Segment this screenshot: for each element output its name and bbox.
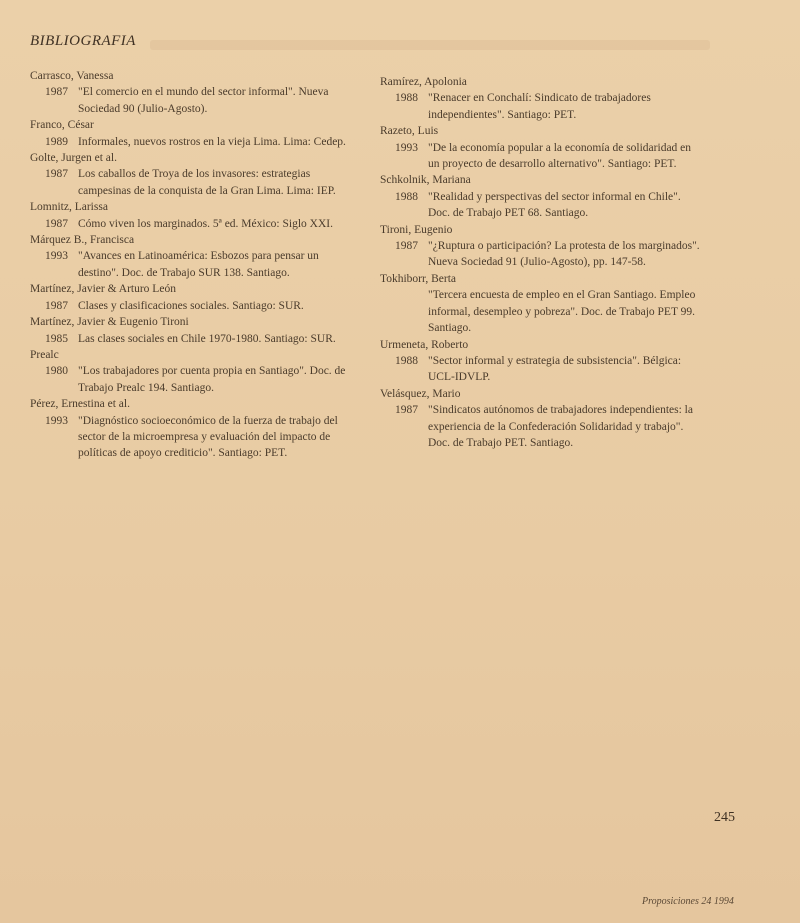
entry-reference bbox=[380, 189, 700, 222]
bibliography-entry bbox=[380, 172, 700, 221]
entry-text: "Realidad y perspectivas del sector informal en Chile". Doc. de Trabajo PET 68. Santiago. bbox=[428, 190, 681, 220]
entry-author: Tokhiborr, Berta bbox=[380, 272, 457, 285]
entry-author: Martínez, Javier & Eugenio Tironi bbox=[30, 316, 189, 329]
entry-year: 1987 bbox=[45, 86, 68, 99]
bibliography-entry bbox=[30, 199, 356, 232]
bibliography-entry bbox=[30, 347, 356, 396]
bibliography-entry bbox=[380, 74, 700, 123]
entry-reference bbox=[380, 140, 700, 173]
bibliography-entry bbox=[30, 150, 356, 199]
entry-reference bbox=[30, 413, 356, 462]
entry-reference bbox=[30, 216, 356, 232]
entry-text: "Sector informal y estrategia de subsistencia". Bélgica: UCL-IDVLP. bbox=[428, 354, 682, 384]
entry-author: Carrasco, Vanessa bbox=[30, 70, 114, 82]
entry-author: Urmeneta, Roberto bbox=[380, 338, 469, 351]
bibliography-entry bbox=[380, 123, 700, 172]
entry-reference bbox=[30, 134, 356, 150]
bibliography-entry bbox=[380, 337, 700, 386]
entry-text: "Avances en Latinoamérica: Esbozos para pensar un destino". Doc. de Trabajo SUR 138. Santiago. bbox=[78, 250, 319, 279]
bibliography-entry bbox=[30, 232, 356, 281]
section-title: BIBLIOGRAFIA bbox=[30, 33, 136, 49]
entry-reference bbox=[380, 353, 700, 386]
entry-year: 1989 bbox=[45, 135, 68, 148]
entry-text: "El comercio en el mundo del sector informal". Nueva Sociedad 90 (Julio-Agosto). bbox=[78, 86, 329, 115]
entry-year: 1993 bbox=[45, 250, 68, 263]
entry-text: "¿Ruptura o participación? La protesta de los marginados". Nueva Sociedad 91 (Julio-Agosto), pp. 147-58. bbox=[428, 240, 700, 269]
entry-text: Clases y clasificaciones sociales. Santiago: SUR. bbox=[78, 299, 304, 312]
entry-author: Márquez B., Francisca bbox=[30, 234, 135, 247]
entry-year: 1980 bbox=[45, 365, 68, 378]
bibliography-entry bbox=[380, 222, 700, 271]
entry-reference bbox=[380, 90, 700, 123]
entry-text: Las clases sociales en Chile 1970-1980. Santiago: SUR. bbox=[78, 332, 336, 345]
entry-author: Franco, César bbox=[30, 119, 94, 132]
entry-author: Golte, Jurgen et al. bbox=[30, 152, 117, 165]
entry-author: Martínez, Javier & Arturo León bbox=[30, 283, 176, 296]
entry-text: "Tercera encuesta de empleo en el Gran Santiago. Empleo informal, desempleo y pobreza". Doc. de Trabajo PET 99. Santiago. bbox=[428, 289, 696, 335]
entry-year: 1987 bbox=[395, 404, 418, 417]
entry-reference bbox=[30, 363, 356, 396]
bibliography-entry bbox=[30, 117, 356, 150]
entry-text: "Los trabajadores por cuenta propia en Santiago". Doc. de Trabajo Prealc 194. Santiago. bbox=[78, 365, 346, 394]
entry-reference bbox=[30, 84, 356, 117]
header-rule bbox=[150, 40, 710, 50]
entry-author: Prealc bbox=[30, 348, 59, 361]
entry-year: 1987 bbox=[395, 240, 418, 253]
page-number: 245 bbox=[714, 810, 735, 825]
entry-author: Schkolnik, Mariana bbox=[380, 174, 471, 187]
entry-year: 1985 bbox=[45, 332, 68, 345]
entry-author: Lomnitz, Larissa bbox=[30, 201, 108, 214]
bibliography-entry bbox=[30, 396, 356, 462]
entry-author: Razeto, Luis bbox=[380, 125, 439, 138]
entry-text: "Renacer en Conchalí: Sindicato de trabajadores independientes". Santiago: PET. bbox=[428, 92, 651, 121]
entry-year: 1993 bbox=[395, 141, 418, 154]
entry-reference bbox=[30, 166, 356, 199]
right-column bbox=[380, 74, 700, 451]
entry-year bbox=[380, 287, 428, 336]
entry-text: Cómo viven los marginados. 5ª ed. México: Siglo XXI. bbox=[78, 217, 333, 230]
entry-author: Tironi, Eugenio bbox=[380, 223, 453, 236]
entry-author: Pérez, Ernestina et al. bbox=[30, 398, 130, 411]
entry-year: 1993 bbox=[45, 414, 68, 427]
entry-author: Velásquez, Mario bbox=[380, 387, 461, 400]
entry-reference bbox=[380, 402, 700, 451]
entry-reference bbox=[380, 238, 700, 271]
entry-reference bbox=[30, 298, 356, 314]
entry-year: 1988 bbox=[395, 190, 418, 203]
entry-text: "De la economía popular a la economía de solidaridad en un proyecto de desarrollo alternativo". Santiago: PET. bbox=[428, 141, 692, 171]
entry-text: Informales, nuevos rostros en la vieja Lima. Lima: Cedep. bbox=[78, 135, 346, 148]
entry-text: "Sindicatos autónomos de trabajadores independientes: la experiencia de la Confederación Solidaridad y trabajo". Doc. de Trabajo PET. Santiago. bbox=[428, 404, 693, 449]
entry-year: 1988 bbox=[395, 354, 418, 367]
bibliography-entry bbox=[30, 281, 356, 314]
entry-text: Los caballos de Troya de los invasores: estrategias campesinas de la conquista de la Gran Lima. Lima: IEP. bbox=[78, 168, 336, 197]
entry-reference bbox=[30, 331, 356, 347]
entry-author: Ramírez, Apolonia bbox=[380, 76, 467, 88]
entry-year: 1987 bbox=[45, 299, 68, 312]
bibliography-entry bbox=[30, 68, 356, 117]
entry-reference bbox=[30, 248, 356, 281]
entry-reference bbox=[380, 287, 700, 336]
bibliography-entry bbox=[30, 314, 356, 347]
bibliography-entry bbox=[380, 386, 700, 452]
entry-year: 1988 bbox=[395, 92, 418, 105]
bibliography-entry bbox=[380, 271, 700, 337]
left-column bbox=[30, 68, 356, 462]
journal-footer: Proposiciones 24 1994 bbox=[642, 896, 734, 907]
entry-text: "Diagnóstico socioeconómico de la fuerza de trabajo del sector de la microempresa y evaluación del impacto de políticas de apoyo crediticio". Santiago: PET. bbox=[78, 414, 338, 460]
entry-year: 1987 bbox=[45, 217, 68, 230]
entry-year: 1987 bbox=[45, 168, 68, 181]
